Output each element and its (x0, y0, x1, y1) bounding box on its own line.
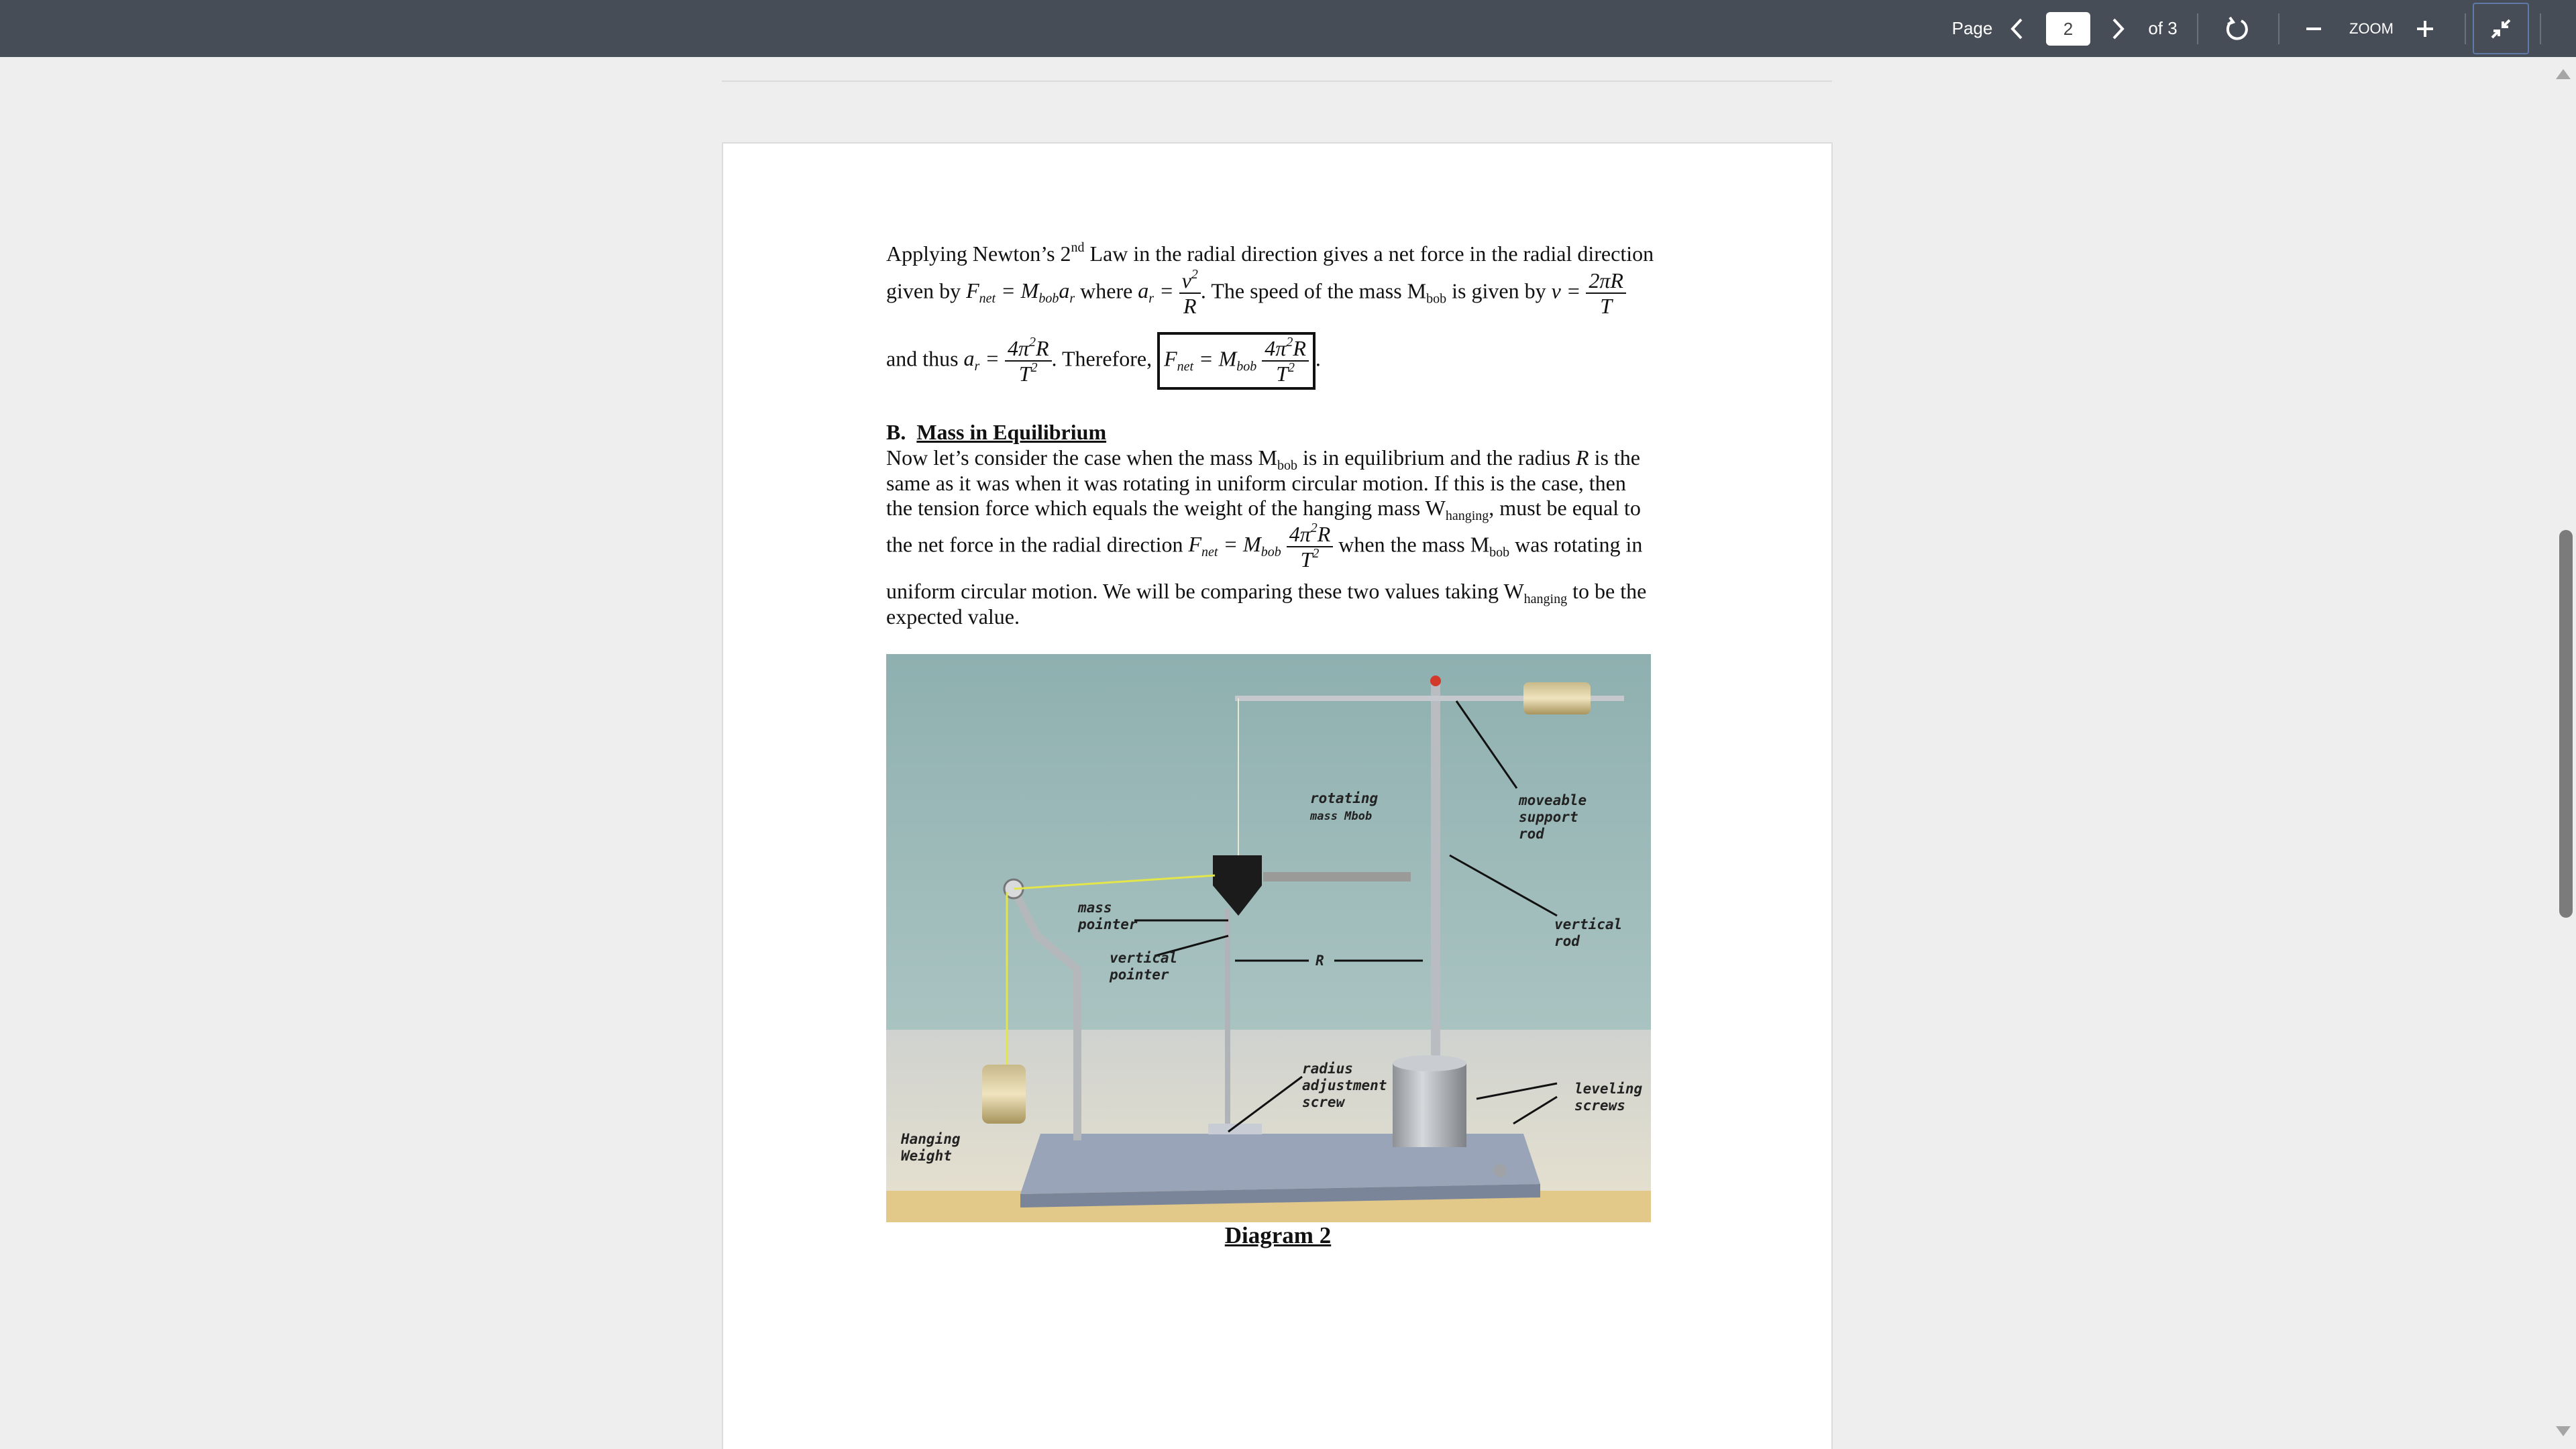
apparatus-photo (886, 654, 1651, 1222)
section-b-line-1 (886, 445, 1640, 473)
fraction-2pir-over-t: $\frac{2\pi R}{T}$ (1586, 268, 1626, 318)
formula-fnet-inline: $F_{net} = M_{bob}$ (1188, 532, 1281, 560)
doc-line-3: and thus $a_r$ = $\frac{4\pi^2R}{T^2}$ . Therefore, $F_{net} = M_{bob}$ $\frac{4\pi^2R}{T^2}$ . (886, 332, 1321, 390)
fraction-4pi2r-over-t2: $\frac{4\pi^2R}{T^2}$ (1005, 336, 1052, 386)
zoom-in-button[interactable] (2414, 0, 2436, 57)
formula-ar-2: $a_r$ = (963, 346, 1005, 374)
label-radius: radius (1302, 1061, 1353, 1077)
radius-adjust-plate (1208, 1124, 1262, 1134)
prev-page-button[interactable] (2006, 0, 2029, 57)
label-moveable: moveable (1519, 792, 1587, 808)
section-b-line-6 (886, 604, 1020, 629)
boxed-formula-fnet: $F_{net} = M_{bob}$ $\frac{4\pi^2R}{T^2}$ (1157, 332, 1316, 390)
section-title: Mass in Equilibrium (916, 420, 1107, 444)
text-speed: . The speed of the mass M (1200, 278, 1427, 303)
label-screws: screws (1574, 1097, 1625, 1114)
hanging-weight (982, 1065, 1026, 1124)
fraction-4pi2r-over-t2-inline: $\frac{4\pi^2R}{T^2}$ (1287, 522, 1334, 572)
text-where: where (1075, 278, 1138, 303)
text: Now let’s consider the case when the mass M (886, 445, 1277, 470)
label-adjustment: adjustment (1302, 1077, 1387, 1093)
cylinder-top (1393, 1055, 1466, 1071)
text: is in equilibrium and the radius (1297, 445, 1576, 470)
label-support: support (1519, 809, 1578, 825)
text: uniform circular motion. We will be comparing these two values taking W (886, 579, 1524, 603)
superscript-nd: nd (1071, 240, 1085, 255)
label-vertical: vertical (1110, 950, 1178, 966)
doc-line-1 (886, 241, 1654, 266)
text-therefore: . Therefore, (1051, 346, 1158, 371)
section-b-line-4 (886, 522, 1642, 572)
scroll-up-arrow-icon[interactable] (2555, 67, 2572, 80)
fraction-v2-over-r: $\frac{v^2}{R}$ (1179, 268, 1201, 318)
label-rotating: rotating (1310, 790, 1379, 806)
text-given-by: given by (886, 278, 967, 303)
label-pointer-2: pointer (1110, 967, 1169, 983)
rotate-icon (2224, 15, 2251, 42)
section-b-line-3 (886, 495, 1641, 521)
doc-line-2 (886, 268, 1626, 318)
subscript-hanging: hanging (1523, 592, 1568, 606)
variable-r: R (1576, 445, 1589, 470)
subscript-bob: bob (1489, 545, 1510, 560)
subscript-bob: bob (1277, 458, 1297, 473)
label-rod: rod (1519, 826, 1544, 842)
label-leveling: leveling (1574, 1081, 1643, 1097)
label-r: R (1316, 953, 1324, 969)
formula-v: v = (1551, 278, 1587, 303)
section-b-heading (886, 419, 1106, 445)
diagram-caption: Diagram 2 (1224, 1222, 1332, 1248)
zoom-out-button[interactable] (2302, 0, 2325, 57)
text: to be the (1567, 579, 1647, 603)
section-b-line-5 (886, 578, 1646, 604)
counterweight (1523, 682, 1591, 714)
spring (1263, 872, 1411, 881)
text-law: Law in the radial direction gives a net force in the radial direction (1084, 241, 1654, 266)
next-page-button[interactable] (2106, 0, 2129, 57)
text: same as it was when it was rotating in uniform circular motion. If this is the case, then (886, 471, 1626, 495)
page-total: of 3 (2148, 18, 2178, 38)
page-number-input[interactable]: 2 (2046, 12, 2090, 46)
page-label: Page (1951, 18, 1993, 38)
leveling-screw (1493, 1164, 1507, 1177)
exit-fullscreen-button[interactable] (2473, 3, 2529, 54)
plus-icon (2415, 19, 2435, 39)
label-mass: mass (1078, 900, 1112, 916)
rod-top-cap (1430, 676, 1441, 686)
text: the tension force which equals the weight of the hanging mass W (886, 496, 1446, 520)
zoom-label: ZOOM (2349, 19, 2394, 37)
text: when the mass M (1333, 532, 1490, 557)
scrollbar-thumb[interactable] (2559, 530, 2573, 918)
vertical-rod (1431, 681, 1440, 1063)
toolbar-divider (2540, 13, 2541, 44)
previous-page-edge (722, 57, 1832, 82)
toolbar-divider (2465, 13, 2466, 44)
chevron-left-icon (2010, 17, 2025, 40)
support-cylinder (1393, 1063, 1466, 1147)
label-mass-mbob: mass Mbob (1310, 810, 1373, 823)
pdf-toolbar (0, 0, 2576, 57)
text-applying: Applying Newton’s 2 (886, 241, 1071, 266)
exit-fullscreen-icon (2489, 17, 2512, 40)
label-vertical-rod: vertical (1554, 916, 1623, 932)
formula-ar: $a_r$ = (1138, 278, 1179, 307)
vertical-pointer-rod (1225, 909, 1230, 1134)
toolbar-divider (2197, 13, 2198, 44)
minus-icon (2304, 19, 2323, 38)
text: , must be equal to (1489, 496, 1641, 520)
subscript-bob: bob (1426, 291, 1447, 307)
chevron-right-icon (2110, 17, 2125, 40)
text: is the (1589, 445, 1640, 470)
text-given-by-2: is given by (1446, 278, 1552, 303)
label-rod-2: rod (1554, 933, 1580, 949)
label-weight: Weight (901, 1148, 952, 1164)
rotate-button[interactable] (2220, 0, 2254, 57)
scroll-down-arrow-icon[interactable] (2555, 1425, 2572, 1438)
formula-fnet-eq: $F_{net} = M_{bob}a_r$ (966, 278, 1075, 307)
text: was rotating in (1509, 532, 1643, 557)
section-b-line-2 (886, 470, 1626, 496)
text: the net force in the radial direction (886, 532, 1189, 557)
subscript-hanging: hanging (1445, 508, 1489, 523)
text-and-thus: and thus (886, 346, 964, 371)
text: expected value. (886, 604, 1020, 629)
section-letter: B. (886, 420, 906, 444)
label-hanging: Hanging (901, 1131, 961, 1147)
label-pointer: pointer (1078, 916, 1138, 932)
toolbar-divider (2278, 13, 2279, 44)
label-screw: screw (1302, 1094, 1345, 1110)
